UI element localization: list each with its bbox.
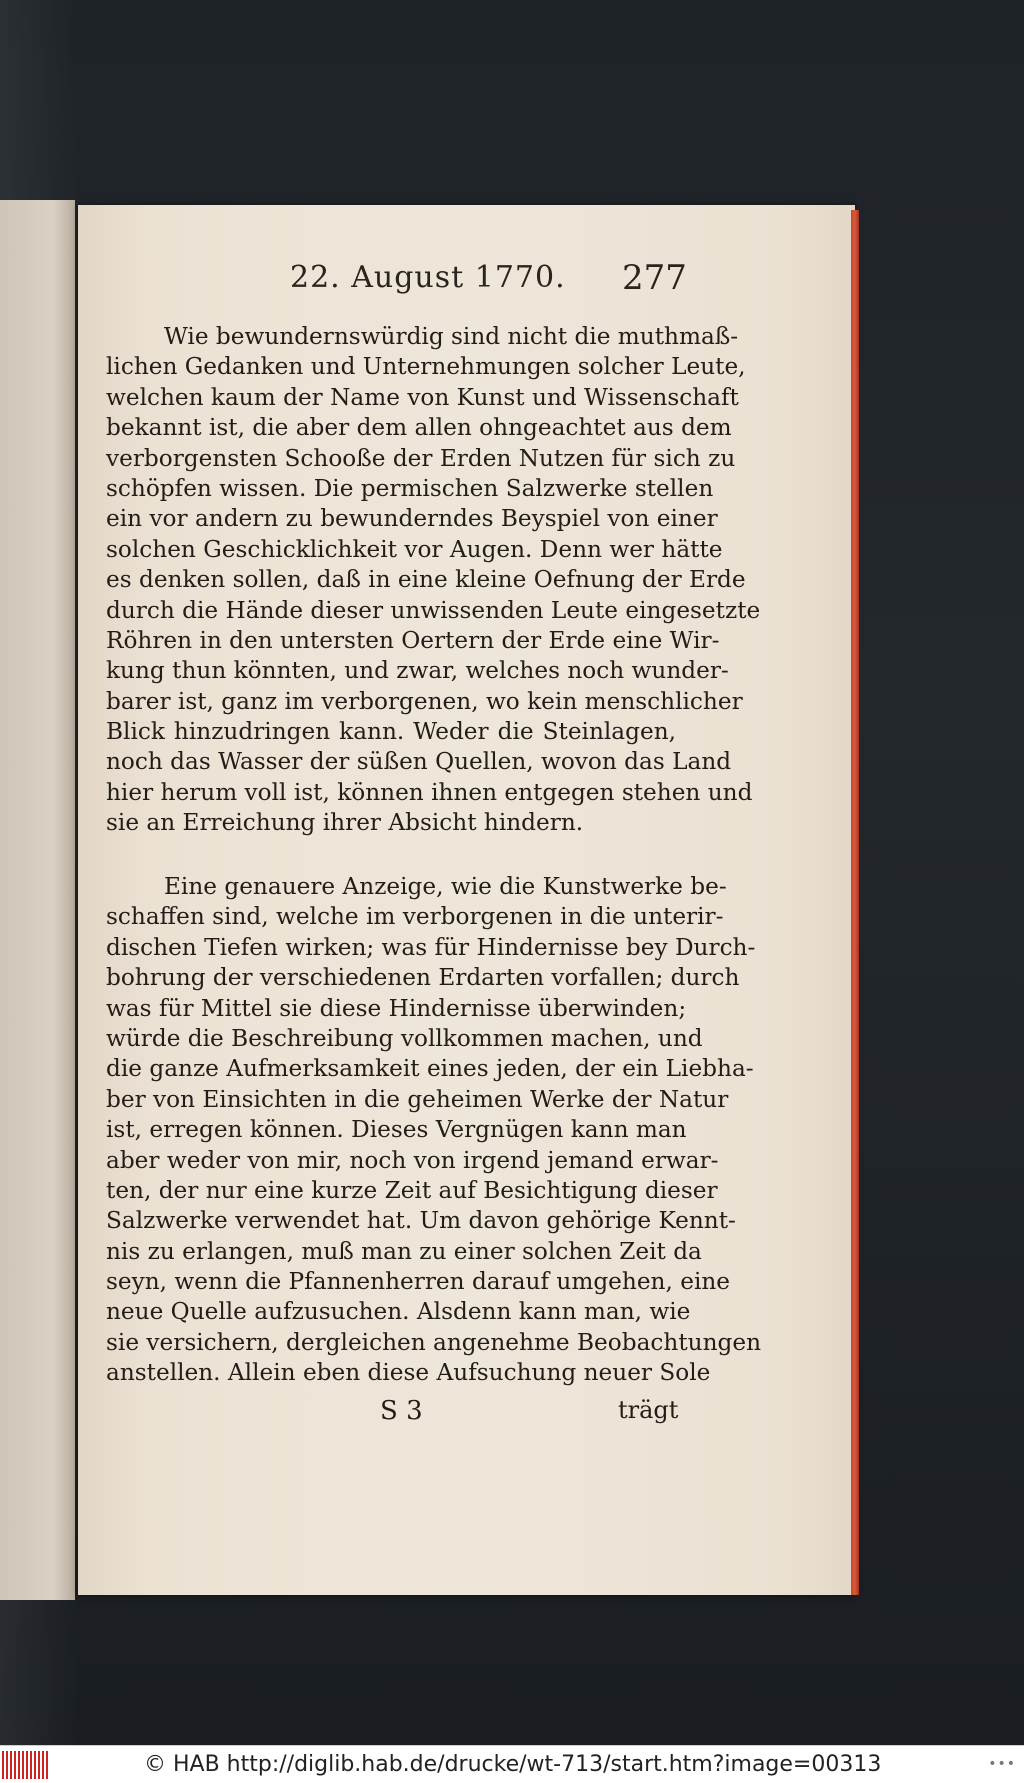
- text-line: kung thun könnten, und zwar, welches noch wunder-: [106, 657, 729, 685]
- more-icon[interactable]: •••: [988, 1756, 1016, 1772]
- text-line: nis zu erlangen, muß man zu einer solchen Zeit da: [106, 1237, 702, 1265]
- hab-logo-icon[interactable]: [2, 1751, 48, 1779]
- text-line: durch die Hände dieser unwissenden Leute eingesetzte: [106, 596, 761, 624]
- text-line: Salzwerke verwendet hat. Um davon gehörige Kennt-: [106, 1207, 736, 1235]
- text-line: dischen Tiefen wirken; was für Hindernisse bey Durch-: [106, 933, 756, 961]
- text-line: sie an Erreichung ihrer Absicht hindern.: [106, 809, 584, 837]
- page-number: 277: [622, 258, 687, 298]
- text-line: lichen Gedanken und Unternehmungen solcher Leute,: [106, 353, 746, 381]
- text-line: seyn, wenn die Pfannenherren darauf umgehen, eine: [106, 1268, 731, 1296]
- paragraph-2: [106, 872, 762, 1389]
- text-line: anstellen. Allein eben diese Aufsuchung neuer Sole: [106, 1359, 711, 1387]
- text-line: ein vor andern zu bewunderndes Beyspiel von einer: [106, 505, 718, 533]
- text-line: Eine genauere Anzeige, wie die Kunstwerke be-: [164, 873, 727, 900]
- text-line: solchen Geschicklichkeit vor Augen. Denn wer hätte: [106, 535, 723, 563]
- running-head: 22. August 1770.: [290, 260, 566, 295]
- text-line: Blick hinzudringen kann. Weder die Steinlagen,: [106, 718, 676, 746]
- text-line: barer ist, ganz im verborgenen, wo kein menschlicher: [106, 687, 743, 715]
- catchword: trägt: [618, 1396, 679, 1424]
- text-line: hier herum voll ist, können ihnen entgegen stehen und: [106, 778, 753, 806]
- text-line: verborgensten Schooße der Erden Nutzen für sich zu: [106, 444, 736, 472]
- text-line: welchen kaum der Name von Kunst und Wissenschaft: [106, 383, 739, 411]
- signature-mark: S 3: [380, 1396, 423, 1426]
- paragraph-1: [106, 322, 761, 839]
- text-line: noch das Wasser der süßen Quellen, wovon das Land: [106, 748, 732, 776]
- text-line: aber weder von mir, noch von irgend jemand erwar-: [106, 1146, 719, 1174]
- text-line: schöpfen wissen. Die permischen Salzwerke stellen: [106, 474, 714, 502]
- text-line: die ganze Aufmerksamkeit eines jeden, der ein Liebha-: [106, 1055, 754, 1083]
- footer-bar: [0, 1745, 1024, 1783]
- glass-reflection: [0, 0, 80, 1745]
- text-line: ber von Einsichten in die geheimen Werke der Natur: [106, 1085, 729, 1113]
- copyright-link[interactable]: © HAB http://diglib.hab.de/drucke/wt-713/start.htm?image=00313: [144, 1752, 882, 1777]
- text-line: neue Quelle aufzusuchen. Alsdenn kann man, wie: [106, 1298, 691, 1326]
- text-line: bohrung der verschiedenen Erdarten vorfallen; durch: [106, 964, 740, 992]
- text-line: bekannt ist, die aber dem allen ohngeachtet aus dem: [106, 414, 732, 442]
- text-line: ist, erregen können. Dieses Vergnügen kann man: [106, 1116, 687, 1144]
- text-line: ten, der nur eine kurze Zeit auf Besichtigung dieser: [106, 1176, 718, 1204]
- text-line: Wie bewundernswürdig sind nicht die muthmaß-: [164, 323, 739, 350]
- text-line: was für Mittel sie diese Hindernisse überwinden;: [106, 994, 687, 1022]
- text-line: es denken sollen, daß in eine kleine Oefnung der Erde: [106, 566, 746, 594]
- text-line: sie versichern, dergleichen angenehme Beobachtungen: [106, 1328, 762, 1356]
- text-line: Röhren in den untersten Oertern der Erde eine Wir-: [106, 626, 720, 654]
- text-line: schaffen sind, welche im verborgenen in die unterir-: [106, 903, 724, 931]
- red-page-edge: [851, 210, 859, 1595]
- text-line: würde die Beschreibung vollkommen machen, und: [106, 1024, 703, 1052]
